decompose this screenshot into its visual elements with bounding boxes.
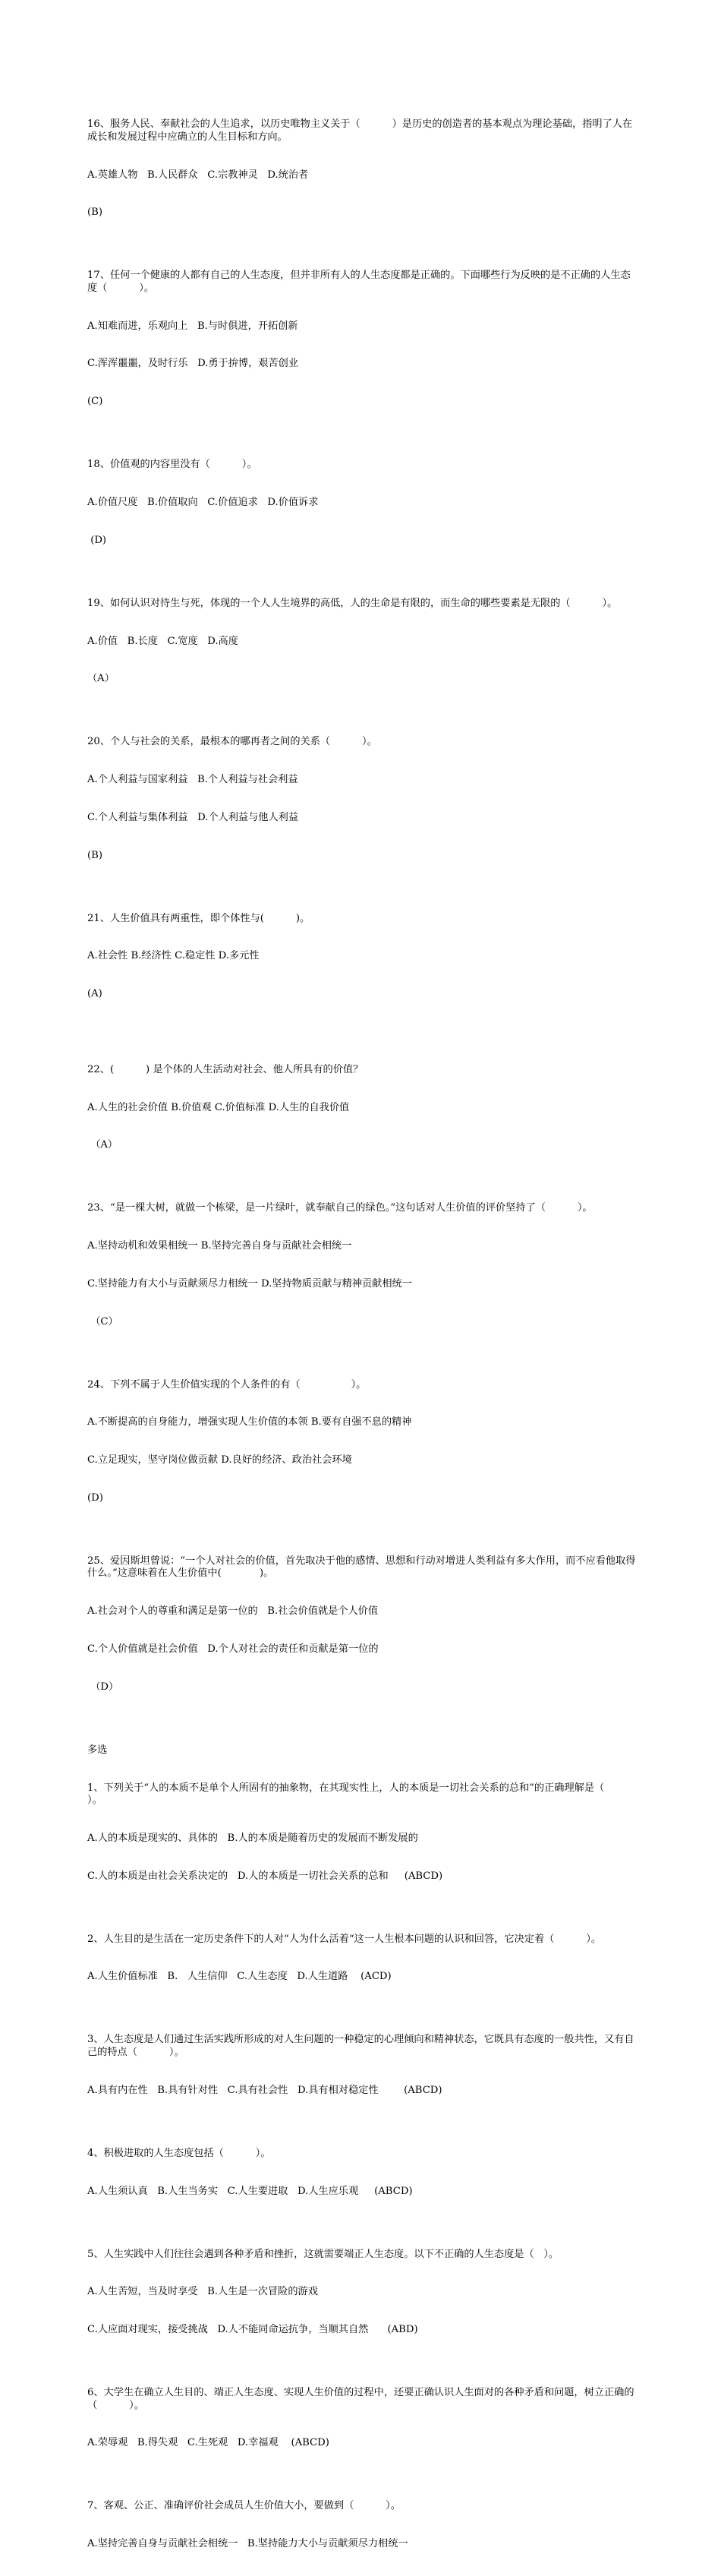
option-line: C.个人价值就是社会价值 D.个人对社会的责任和贡献是第一位的 (87, 1643, 379, 1656)
option-line: A.坚持完善自身与贡献社会相统一 B.坚持能力大小与贡献须尽力相统一 (87, 2538, 408, 2550)
blank-line (87, 1026, 638, 1039)
question-text: 23、“是一棵大树，就做一个栋梁，是一片绿叶，就奉献自己的绿色。”这句话对人生价值的评价坚持了（ ）。 (87, 1202, 593, 1214)
question-25 (87, 1530, 638, 1719)
answer: （A） (87, 1139, 118, 1151)
question-text: 2、人生目的是生活在一定历史条件下的人对“人为什么活着“这一人生根本问题的认识和回答，它决定着（ ）。 (87, 1933, 602, 1945)
question-17 (87, 245, 638, 434)
option-line: C.坚持能力有大小与贡献须尽力相统一 D.坚持物质贡献与精神贡献相统一 (87, 1277, 412, 1290)
question-text: 7、客观、公正、准确评价社会成员人生价值大小，要做到（ ）。 (87, 2500, 401, 2512)
option-line: C.人应面对现实，接受挑战 D.人不能同命运抗争，当顺其自然 (ABD) (87, 2324, 418, 2336)
option-line: A.知难而进，乐观向上 B.与时俱进，开拓创新 (87, 320, 298, 332)
question-text: 20、个人与社会的关系，最根本的哪再者之间的关系（ ）。 (87, 736, 377, 748)
option-line: A.人生价值标准 B. 人生信仰 C.人生态度 D.人生道路 (ACD) (87, 1971, 392, 1983)
option-line: A.具有内在性 B.具有针对性 C.具有社会性 D.具有相对稳定性 (ABCD) (87, 2084, 442, 2096)
question-text: 19、如何认识对待生与死，体现的一个人人生境界的高低，人的生命是有限的，而生命的哪些要素是无限的（ ）。 (87, 597, 618, 609)
answer: (A) (87, 988, 102, 1000)
option-line: A.人生苦短，当及时享受 B.人生是一次冒险的游戏 (87, 2286, 318, 2298)
option-line: A.坚持动机和效果相统一 B.坚持完善自身与贡献社会相统一 (87, 1240, 352, 1252)
option-line: C.个人利益与集体利益 D.个人利益与他人利益 (87, 811, 299, 823)
option-line: A.社会对个人的尊重和满足是第一位的 B.社会价值就是个人价值 (87, 1605, 379, 1618)
blank-line (87, 1719, 638, 1732)
question-text: 1、下列关于“人的本质不是单个人所固有的抽象物，在其现实性上，人的本质是一切社会关系的总和”的正确理解是（ ）。 (87, 1782, 637, 1807)
answer: (D) (87, 1492, 103, 1504)
question-text: 6、大学生在确立人生目的、端正人生态度、实现人生价值的过程中，还要正确认识人生面对的各种矛盾和问题，树立正确的（ ）。 (87, 2387, 634, 2411)
option-line: A.个人利益与国家利益 B.个人利益与社会利益 (87, 774, 298, 786)
question-19 (87, 573, 638, 712)
option-line: A.价值尺度 B.价值取向 C.价值追求 D.价值诉求 (87, 497, 319, 508)
answer: (B) (87, 849, 102, 861)
answer: (C) (87, 396, 103, 408)
multi-question-3 (87, 2009, 638, 2122)
question-21 (87, 887, 638, 1026)
question-text: 22、( ) 是个体的人生活动对社会、他人所具有的价值？ (87, 1063, 364, 1075)
question-text: 21、人生价值具有两重性，即个体性与( )。 (87, 912, 310, 924)
question-text: 17、任何一个健康的人都有自己的人生态度，但并非所有人的人生态度都是正确的。下面哪些行为反映的是不正确的人生态度（ ）。 (87, 270, 631, 294)
multi-question-2 (87, 1908, 638, 2009)
multi-question-1 (87, 1757, 638, 1908)
answer: (D) (87, 534, 107, 546)
blank-line (87, 1732, 638, 1744)
question-text: 4、积极进取的人生态度包括（ ）。 (87, 2147, 271, 2159)
multi-question-7 (87, 2475, 638, 2576)
answer: （C） (87, 1315, 118, 1327)
option-line: C.人的本质是由社会关系决定的 D.人的本质是一切社会关系的总和 (ABCD) (87, 1870, 443, 1882)
option-line: C.立足现实，坚守岗位做贡献 D.良好的经济、政治社会环境 (87, 1454, 352, 1466)
question-text: 3、人生态度是人们通过生活实践所形成的对人生问题的一种稳定的心理倾向和精神状态，它既具有态度的一般共性，又有自己的特点（ ）。 (87, 2034, 634, 2059)
question-text: 5、人生实践中人们往往会遇到各种矛盾和挫折，这就需要端正人生态度。以下不正确的人生态度是（ ）。 (87, 2248, 559, 2260)
answer: （D） (87, 1681, 119, 1693)
option-line: A.不断提高的自身能力，增强实现人生价值的本领 B.要有自强不息的精神 (87, 1416, 412, 1428)
question-text: 16、服务人民、奉献社会的人生追求，以历史唯物主义关于（ ）是历史的创造者的基本观点为理论基础，指明了人在成长和发展过程中应确立的人生目标和方向。 (87, 118, 633, 143)
multi-question-5 (87, 2223, 638, 2362)
question-18 (87, 434, 638, 573)
multi-question-6 (87, 2362, 638, 2475)
option-line: C.浑浑噩噩，及时行乐 D.勇于拚博，艰苦创业 (87, 358, 299, 370)
question-22 (87, 1039, 638, 1178)
option-line: A.价值 B.长度 C.宽度 D.高度 (87, 635, 238, 647)
multi-question-4 (87, 2123, 638, 2224)
answer: (B) (87, 207, 102, 219)
option-line: A.荣辱观 B.得失观 C.生死观 D.幸福观 (ABCD) (87, 2437, 329, 2449)
option-line: A.英雄人物 B.人民群众 C.宗教神灵 D.统治者 (87, 169, 309, 181)
option-line: A.人生须认真 B.人生当务实 C.人生要进取 D.人生应乐观 (ABCD) (87, 2185, 413, 2197)
option-line: A.人生的社会价值 B.价值观 C.价值标准 D.人生的自我价值 (87, 1101, 350, 1113)
question-23 (87, 1177, 638, 1353)
option-line: A.人的本质是现实的、具体的 B.人的本质是随着历史的发展而不断发展的 (87, 1832, 418, 1844)
question-text: 25、爱因斯坦曾说：“一个人对社会的价值，首先取决于他的感情、思想和行动对增进人类利益有多大作用，而不应看他取得什么。”这意味着在人生价值中( )。 (87, 1555, 636, 1580)
question-text: 18、价值观的内容里没有（ ）。 (87, 459, 257, 471)
question-text: 24、下列不属于人生价值实现的个人条件的有（ ）。 (87, 1378, 367, 1391)
document-page (87, 93, 638, 2576)
answer: （A） (87, 673, 115, 685)
question-20 (87, 711, 638, 887)
question-16 (87, 93, 638, 245)
section-heading-multi: 多选 (87, 1744, 108, 1756)
option-line: A.社会性 B.经济性 C.稳定性 D.多元性 (87, 950, 260, 962)
question-24 (87, 1353, 638, 1530)
